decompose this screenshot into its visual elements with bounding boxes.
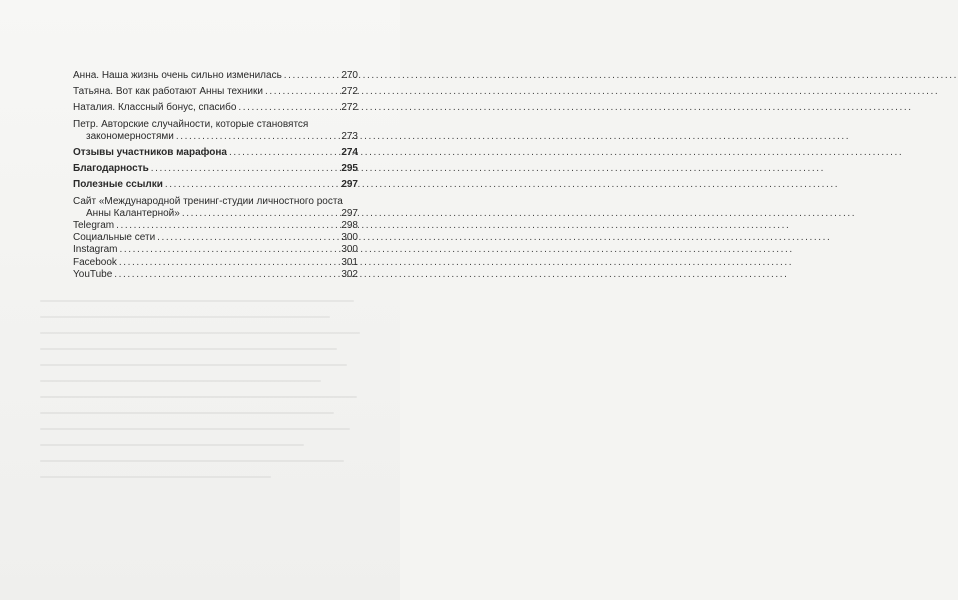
toc-page-number: 300 [341,232,358,244]
toc-leader-dots [157,232,340,244]
toc-entry[interactable] [73,269,358,281]
toc-entry[interactable] [73,179,358,191]
toc-page-number: 302 [341,268,358,280]
toc-entry[interactable] [73,196,358,220]
toc-entry-title: Социальные сети [73,232,156,244]
toc-entry[interactable] [73,163,358,175]
toc-entry-title: Сайт «Международной тренинг-студии личностного роста [73,195,343,207]
toc-leader-dots [119,257,340,269]
toc-leader-dots [229,147,340,159]
toc-entry-title: Благодарность [73,163,149,175]
toc-entry-title: Telegram [73,220,115,232]
toc-entry-title: Наталия. Классный бонус, спасибо [73,102,237,114]
toc-leader-dots [238,102,340,114]
toc-entry-title: Отзывы участников марафона [73,147,227,159]
toc-leader-dots [114,269,340,281]
toc-page-number: 270 [341,70,358,81]
toc-entry-title: Полезные ссылки [73,179,163,191]
toc-entry[interactable] [73,232,358,244]
toc-page-number: 297 [341,179,358,191]
toc-entry-title-continued: закономерностями [86,130,174,142]
toc-page-number: 301 [341,256,358,268]
toc-entry-title: Facebook [73,256,117,268]
toc-entry-title: YouTube [73,268,113,280]
toc-leader-dots [176,131,340,143]
toc-leader-dots [119,244,340,256]
toc-entry-title: Анна. Наша жизнь очень сильно изменилась [73,70,282,81]
toc-entry[interactable] [73,220,358,232]
toc-entry[interactable] [73,70,358,82]
toc-page-number: 298 [341,220,358,232]
toc-entry[interactable] [73,257,358,269]
toc-entry[interactable] [73,119,358,143]
toc-page-number: 272 [341,86,358,98]
toc-leader-dots [116,220,340,232]
toc-leader-dots [182,208,341,220]
toc-leader-dots [284,70,341,82]
toc-entry-title-continued: Анны Калантерной» [86,207,180,219]
toc-page-number: 300 [341,244,358,256]
toc-entry[interactable] [73,244,358,256]
toc-page-number: 295 [341,163,358,175]
toc-entry[interactable] [73,86,358,98]
toc-page-number: 274 [341,147,358,159]
book-page [0,0,400,600]
toc-entry-title: Instagram [73,244,118,256]
toc-leader-dots [151,163,341,175]
toc-leader-dots [265,86,340,98]
toc-leader-dots [165,179,340,191]
toc-page-number: 272 [341,102,358,114]
toc-entry[interactable] [73,147,358,159]
toc-page-number: 273 [341,130,358,142]
table-of-contents [73,70,358,281]
toc-entry[interactable] [73,102,358,114]
toc-entry-title: Татьяна. Вот как работают Анны техники [73,86,263,98]
toc-page-number: 297 [341,207,358,219]
reverse-side-bleed-through [40,300,370,540]
toc-entry-title: Петр. Авторские случайности, которые становятся [73,118,309,130]
